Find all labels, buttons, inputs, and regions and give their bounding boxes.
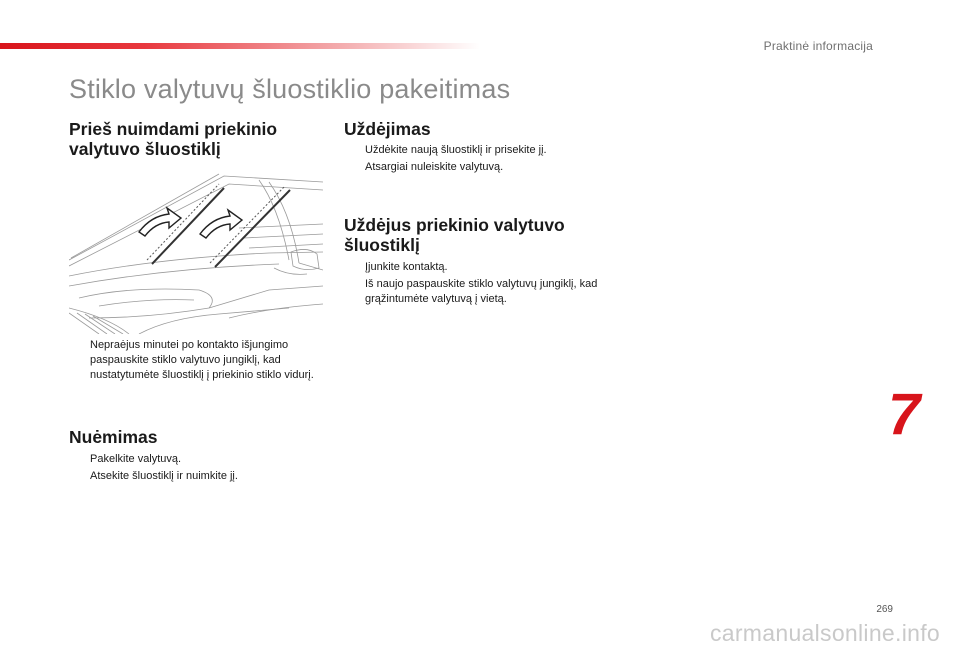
list-item (344, 277, 604, 307)
windscreen-wiper-illustration (69, 168, 323, 334)
step-text: Iš naujo paspauskite stiklo valytuvų jungiklį, kad grąžintumėte valytuvą į vietą. (365, 278, 598, 305)
step-text: Uždėkite naują šluostiklį ir prisekite jį. (365, 144, 547, 156)
section-name: Praktinė informacija (763, 39, 873, 53)
page-title: Stiklo valytuvų šluostiklio pakeitimas (69, 74, 511, 104)
step-text: Įjunkite kontaktą. (365, 261, 448, 273)
chapter-number: 7 (888, 382, 921, 447)
list-item (69, 452, 329, 467)
list-item (344, 160, 604, 175)
steps-before-removal (69, 338, 329, 385)
step-text: Atsargiai nuleiskite valytuvą. (365, 161, 504, 173)
step-text: Nepraėjus minutei po kontakto išjungimo paspauskite stiklo valytuvo jungiklį, kad nustatytumėte šluostiklį į priekinio stiklo vidurį. (90, 339, 314, 381)
step-text: Pakelkite valytuvą. (90, 453, 182, 465)
watermark: carmanualsonline.info (709, 620, 940, 646)
heading-installation: Uždėjimas (344, 119, 431, 139)
steps-after-installation (344, 260, 604, 309)
header-accent-bar (0, 43, 480, 49)
heading-before-removal: Prieš nuimdami priekinio valytuvo šluostiklį (69, 119, 278, 159)
heading-removal: Nuėmimas (69, 427, 158, 447)
page-number: 269 (876, 604, 893, 615)
list-item (69, 338, 329, 383)
list-item (69, 469, 329, 484)
step-text: Atsekite šluostiklį ir nuimkite jį. (90, 470, 238, 482)
list-item (344, 143, 604, 158)
heading-after-installation: Uždėjus priekinio valytuvo šluostiklį (344, 215, 565, 255)
list-item (344, 260, 604, 275)
steps-installation (344, 143, 604, 177)
steps-removal (69, 452, 329, 486)
